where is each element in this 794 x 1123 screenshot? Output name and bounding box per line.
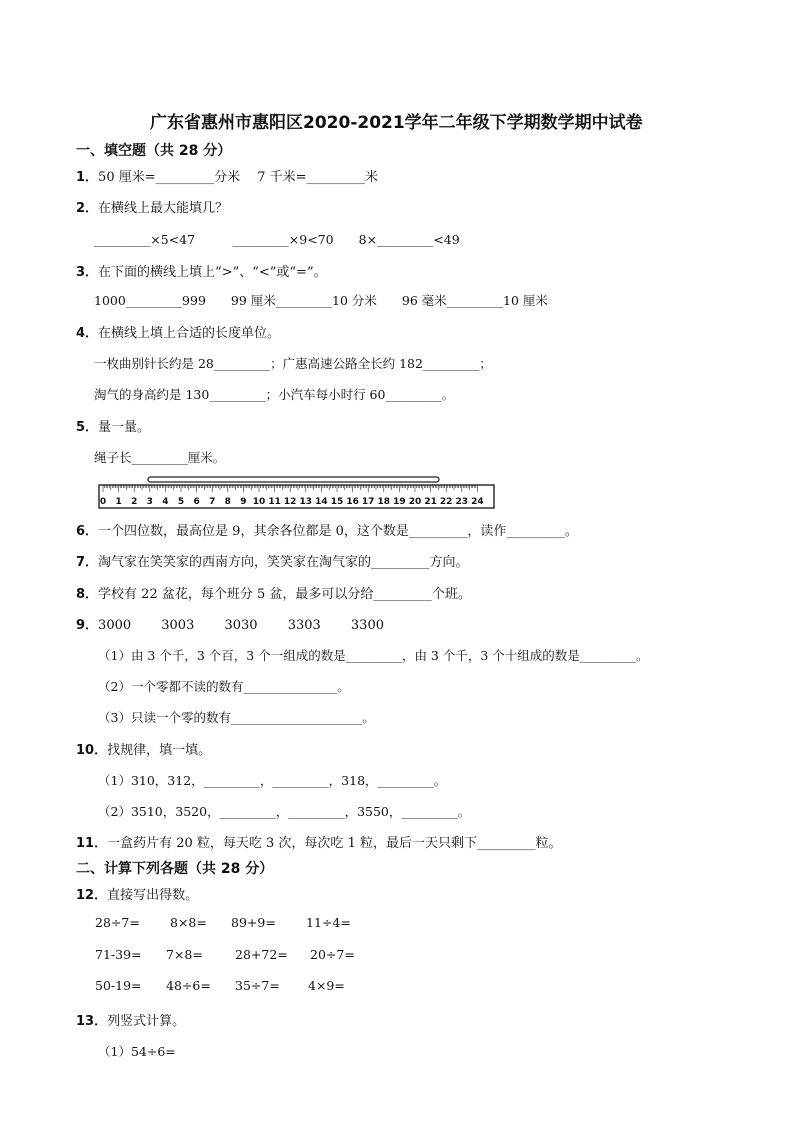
ruler-label: 7	[209, 497, 216, 507]
question-text: 找规律，填一填。	[107, 743, 212, 758]
calc-2-2: 35÷7=	[235, 978, 280, 993]
ruler-label: 12	[283, 497, 297, 507]
ruler-label: 23	[455, 497, 469, 507]
ruler-label: 22	[439, 497, 453, 507]
question-2-blanks: _________×5<47 _________×9<70 8×_________<49	[94, 232, 460, 247]
question-number: 5．	[76, 420, 99, 435]
question-9	[76, 614, 384, 633]
question-text: 直接写出得数。	[107, 888, 199, 903]
question-number: 7．	[76, 555, 99, 570]
ruler-label: 18	[377, 497, 391, 507]
calc-1-0: 71-39=	[95, 947, 142, 962]
ruler-label: 4	[162, 497, 169, 507]
ruler-label: 9	[240, 497, 247, 507]
ruler-label: 17	[361, 497, 375, 507]
question-4-line-1: 一枚曲别针长约是 28_________；广惠高速公路全长约 182_________；	[94, 356, 492, 371]
ruler-label: 2	[131, 497, 138, 507]
ruler-label: 20	[408, 497, 422, 507]
question-4-line-2: 淘气的身高约是 130_________；小汽车每小时行 60_________。	[94, 387, 455, 402]
question-number: 6．	[76, 524, 99, 539]
calc-0-1: 8×8=	[170, 915, 207, 930]
question-text: 一个四位数，最高位是 9，其余各位都是 0，这个数是_________，读作_________。	[98, 524, 578, 539]
question-11	[76, 832, 561, 851]
calc-0-2: 89+9=	[231, 915, 276, 930]
calc-2-1: 48÷6=	[166, 978, 211, 993]
question-10	[76, 739, 211, 758]
ruler-label: 19	[393, 497, 406, 507]
ruler-label: 24	[471, 497, 484, 507]
question-13-part-1: （1）54÷6=	[98, 1044, 176, 1059]
question-number: 4．	[76, 326, 99, 341]
question-3-blanks: 1000_________999 99 厘米_________10 分米 96 毫米_________10 厘米	[94, 293, 548, 308]
question-number: 13．	[76, 1014, 108, 1029]
question-text: 在横线上填上合适的长度单位。	[98, 326, 281, 341]
calc-1-2: 28+72=	[235, 947, 288, 962]
question-10-part-1: （1）310，312，_________，_________，318，_________。	[98, 773, 447, 788]
ruler-label: 16	[346, 497, 359, 507]
ruler-figure	[98, 474, 496, 510]
section-1-heading: 一、填空题（共 28 分）	[76, 143, 232, 159]
ruler-label: 10	[252, 497, 266, 507]
question-number: 10．	[76, 743, 108, 758]
question-9-part-3: （3）只读一个零的数有_____________________。	[98, 710, 375, 725]
question-text: 50 厘米=_________分米 7 千米=_________米	[98, 170, 379, 185]
question-6	[76, 520, 578, 539]
ruler-label: 0	[99, 497, 107, 507]
question-text: 在横线上最大能填几？	[98, 201, 229, 216]
question-13	[76, 1010, 185, 1029]
ruler-label: 8	[224, 497, 231, 507]
question-5-blank: 绳子长_________厘米。	[94, 450, 226, 465]
calc-2-3: 4×9=	[308, 978, 345, 993]
question-text: 3000 3003 3030 3303 3300	[98, 618, 384, 633]
page-title: 广东省惠州市惠阳区2020-2021学年二年级下学期数学期中试卷	[150, 113, 643, 133]
question-8	[76, 583, 471, 602]
question-number: 1．	[76, 170, 99, 185]
question-5	[76, 416, 150, 435]
ruler-label: 5	[177, 497, 185, 507]
question-number: 8．	[76, 587, 99, 602]
question-text: 量一量。	[98, 420, 151, 435]
question-text: 在下面的横线上填上“>”、“<”或“=”。	[98, 265, 327, 280]
calc-2-0: 50-19=	[95, 978, 142, 993]
ruler-label: 11	[268, 497, 281, 507]
section-2-heading: 二、计算下列各题（共 28 分）	[76, 861, 274, 877]
question-text: 学校有 22 盆花，每个班分 5 盆，最多可以分给_________个班。	[98, 587, 471, 602]
ruler-label: 13	[299, 497, 313, 507]
question-number: 3．	[76, 265, 99, 280]
question-text: 一盒药片有 20 粒，每天吃 3 次，每次吃 1 粒，最后一天只剩下_________粒。	[107, 836, 562, 851]
question-1	[76, 166, 378, 185]
ruler-label: 6	[193, 497, 200, 507]
question-9-part-1: （1）由 3 个千，3 个百，3 个一组成的数是_________，由 3 个千，3 个十组成的数是_________。	[98, 648, 649, 663]
question-10-part-2: （2）3510，3520，_________，_________，3550，_________。	[98, 804, 471, 819]
calc-0-3: 11÷4=	[306, 915, 351, 930]
question-text: 淘气家在笑笑家的西南方向，笑笑家在淘气家的_________方向。	[98, 555, 469, 570]
calc-1-3: 20÷7=	[310, 947, 355, 962]
question-4	[76, 322, 280, 341]
question-number: 11．	[76, 836, 108, 851]
question-3	[76, 261, 327, 280]
question-text: 列竖式计算。	[107, 1014, 186, 1029]
calc-0-0: 28÷7=	[95, 915, 140, 930]
question-2	[76, 197, 228, 216]
ruler-label: 14	[315, 497, 328, 507]
ruler-label: 21	[424, 497, 437, 507]
ruler-label: 15	[330, 497, 344, 507]
ruler-label: 1	[115, 497, 122, 507]
calc-1-1: 7×8=	[166, 947, 203, 962]
question-number: 2．	[76, 201, 99, 216]
question-9-part-2: （2）一个零都不读的数有_______________。	[98, 679, 350, 694]
rope	[148, 477, 439, 482]
question-12	[76, 884, 198, 903]
question-number: 12．	[76, 888, 108, 903]
question-number: 9．	[76, 618, 99, 633]
ruler-label: 3	[146, 497, 153, 507]
question-7	[76, 551, 469, 570]
